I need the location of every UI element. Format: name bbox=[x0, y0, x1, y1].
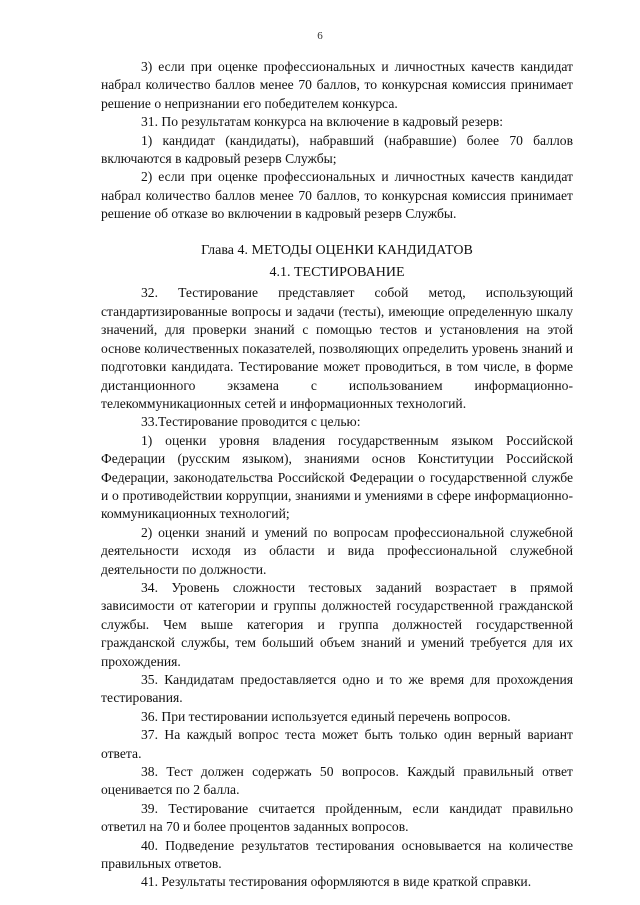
section-heading: 4.1. ТЕСТИРОВАНИЕ bbox=[269, 265, 405, 281]
paragraph-31: 31. По результатам конкурса на включение в кадровый резерв: bbox=[141, 114, 504, 130]
paragraph-33: 33.Тестирование проводится с целью: bbox=[141, 414, 361, 430]
paragraph-37: 37. На каждый вопрос теста может быть только один верный вариант ответа. bbox=[101, 727, 573, 761]
document-body bbox=[101, 58, 573, 892]
paragraph-41: 41. Результаты тестирования оформляются в виде краткой справки. bbox=[141, 874, 532, 890]
paragraph-40: 40. Подведение результатов тестирования основывается на количестве правильных ответов. bbox=[101, 837, 573, 872]
page-number: 6 bbox=[317, 30, 323, 42]
paragraph-31-2: 2) если при оценке профессиональных и личностных качеств кандидат набрал количество баллов менее 70 баллов, то конкурсная комиссия принимает решение об отказе во включении в кадровый резерв Службы. bbox=[101, 169, 573, 222]
paragraph-35: 35. Кандидатам предоставляется одно и то же время для прохождения тестирования. bbox=[101, 672, 573, 706]
paragraph-36: 36. При тестировании используется единый перечень вопросов. bbox=[141, 708, 511, 724]
paragraph-31-1: 1) кандидат (кандидаты), набравший (набравшие) более 70 баллов включаются в кадровый резерв Службы; bbox=[101, 132, 573, 167]
paragraph-33-1: 1) оценки уровня владения государственным языком Российской Федерации (русским языком), знаниями основ Конституции Российской Федерации, законодательства Российской Федерации о государственной службе и о противодействии коррупции, знаниями и умениями в сфере информационно-коммуникационных технологий; bbox=[101, 432, 573, 522]
paragraph-39: 39. Тестирование считается пройденным, если кандидат правильно ответил на 70 и более процентов заданных вопросов. bbox=[101, 800, 573, 835]
chapter-heading: Глава 4. МЕТОДЫ ОЦЕНКИ КАНДИДАТОВ bbox=[201, 242, 473, 258]
paragraph-33-2: 2) оценки знаний и умений по вопросам профессиональной служебной деятельности исходя из области и вида профессиональной служебной деятельности по должности. bbox=[101, 524, 573, 577]
paragraph-38: 38. Тест должен содержать 50 вопросов. Каждый правильный ответ оценивается по 2 балла. bbox=[101, 764, 573, 798]
paragraph-32: 32. Тестирование представляет собой метод, использующий стандартизированные вопросы и задачи (тесты), имеющие определенную шкалу значений, для проверки знаний с помощью тестов и установления на этой основе количественных показателей, позволяющих определить уровень знаний и подготовки кандидата. Тестирование может проводиться, в том числе, в форме дистанционного экзамена с использованием информационно-телекоммуникационных сетей и информационных технологий. bbox=[101, 285, 573, 411]
paragraph-30-3: 3) если при оценке профессиональных и личностных качеств кандидат набрал количество баллов менее 70 баллов, то конкурсная комиссия принимает решение о непризнании его победителем конкурса. bbox=[101, 59, 573, 111]
paragraph-34: 34. Уровень сложности тестовых заданий возрастает в прямой зависимости от категории и группы должностей государственной гражданской службы. Чем выше категория и группа должностей государственной гражданской службы, тем больший объем знаний и умений требуется для их прохождения. bbox=[101, 579, 573, 669]
